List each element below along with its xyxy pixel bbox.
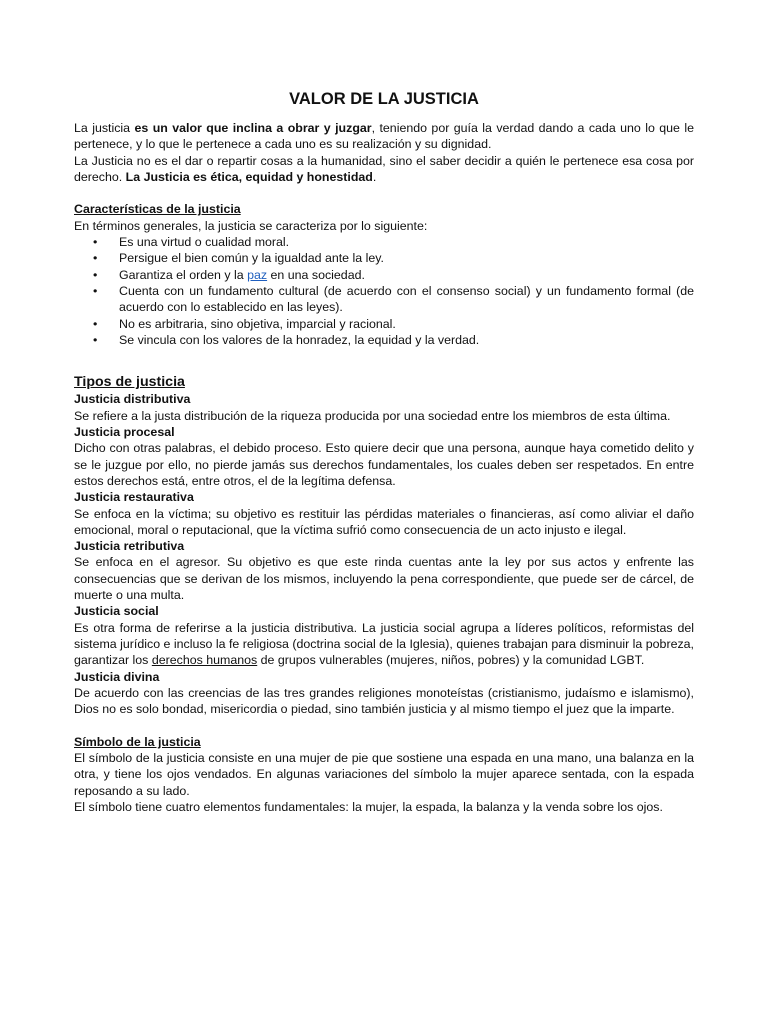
subheading-distributiva: Justicia distributiva [74,392,191,407]
caracteristicas-list [74,234,694,348]
list-item-text: Se vincula con los valores de la honradez, la equidad y la verdad. [119,332,480,347]
subheading-retributiva: Justicia retributiva [74,539,185,554]
bullet-icon: • [93,283,98,298]
subheading-restaurativa: Justicia restaurativa [74,490,194,505]
bullet-icon: • [93,235,98,250]
subheading-social: Justicia social [74,604,159,619]
paragraph-simbolo-2: El símbolo tiene cuatro elementos fundamentales: la mujer, la espada, la balanza y la venda sobre los ojos. [74,799,663,814]
section-heading-tipos: Tipos de justicia [74,374,185,391]
list-item [74,332,694,348]
intro-text: . [372,169,377,184]
paragraph-restaurativa: Se enfoca en la víctima; su objetivo es restituir las pérdidas materiales o financieras, así como aliviar el daño emocional, moral o reputacional, que la víctima sufrió como consecuencia de un acto injusto e ilegal. [74,506,694,537]
list-item-text: Cuenta con un fundamento cultural (de acuerdo con el consenso social) y un fundamento formal (de acuerdo con lo establecido en las leyes). [119,283,694,315]
subheading-procesal: Justicia procesal [74,425,175,440]
paragraph-social [74,620,694,669]
paragraph-retributiva: Se enfoca en el agresor. Su objetivo es que este rinda cuentas ante la ley por sus actos y enfrente las consecuencias que se derivan de los mismos, incluyendo la pena correspondiente, que puede ser de cárcel, de muerte o una multa. [74,555,694,603]
intro-text: La Justicia no es el dar o repartir cosas a la humanidad, sino el saber decidir a quién le pertenece esa cosa por derecho. [74,153,694,184]
intro-paragraph-1 [74,120,694,153]
list-item-text: Es una virtud o cualidad moral. [119,235,290,250]
caracteristicas-lead: En términos generales, la justicia se caracteriza por lo siguiente: [74,218,428,233]
section-heading-simbolo: Símbolo de la justicia [74,734,201,749]
intro-paragraph-2 [74,153,694,186]
list-item [74,316,694,332]
intro-bold-text: es un valor que inclina a obrar y juzgar [134,121,372,135]
intro-text: , teniendo por guía la verdad dando a cada uno lo que le pertenece, y lo que le pertenece a cada uno es su realización y su dignidad. [74,121,695,152]
section-heading-caracteristicas: Características de la justicia [74,202,241,217]
page-title: VALOR DE LA JUSTICIA [289,90,479,108]
social-text: Es otra forma de referirse a la justicia distributiva. La justicia social agrupa a líderes políticos, reformistas del sistema jurídico e incluso la fe religiosa (doctrina social de la Iglesia), quienes trabajan para disminuir la pobreza, garantizar los [74,620,694,668]
list-item [74,267,694,283]
subheading-divina: Justicia divina [74,669,160,684]
derechos-humanos-link[interactable]: derechos humanos [151,653,258,668]
bullet-icon: • [93,332,98,347]
paragraph-simbolo-1: El símbolo de la justicia consiste en una mujer de pie que sostiene una espada en una mano, una balanza en la otra, y tiene los ojos vendados. En algunas variaciones del símbolo la mujer aparece sentada, con la espada reposando a su lado. [74,750,694,798]
list-item-text: Garantiza el orden y la [119,267,248,282]
bullet-icon: • [93,316,98,331]
list-item [74,283,694,316]
bullet-icon: • [93,251,98,266]
list-item-text: Persigue el bien común y la igualdad ante la ley. [119,251,384,266]
paragraph-procesal: Dicho con otras palabras, el debido proceso. Esto quiere decir que una persona, aunque haya cometido delito y se le juzgue por ello, no pierde jamás sus derechos fundamentales, los cuales deben ser respetados. En entre estos derechos está, entre otros, el de la legítima defensa. [74,441,694,488]
intro-text: La justicia [74,121,135,135]
list-item-text: en una sociedad. [267,267,365,282]
social-text: de grupos vulnerables (mujeres, niños, pobres) y la comunidad LGBT. [257,653,645,668]
paragraph-distributiva: Se refiere a la justa distribución de la riqueza producida por una sociedad entre los miembros de esta última. [74,408,671,423]
paz-link[interactable]: paz [247,267,268,282]
list-item [74,234,694,250]
bullet-icon: • [93,267,98,282]
paragraph-divina: De acuerdo con las creencias de las tres grandes religiones monoteístas (cristianismo, judaísmo e islamismo), Dios no es solo bondad, misericordia o piedad, sino también justicia y al mismo tiempo el juez que la imparte. [74,685,694,717]
list-item-text: No es arbitraria, sino objetiva, imparcial y racional. [119,316,396,331]
list-item [74,250,694,266]
intro-bold-text: La Justicia es ética, equidad y honestidad [125,169,373,184]
